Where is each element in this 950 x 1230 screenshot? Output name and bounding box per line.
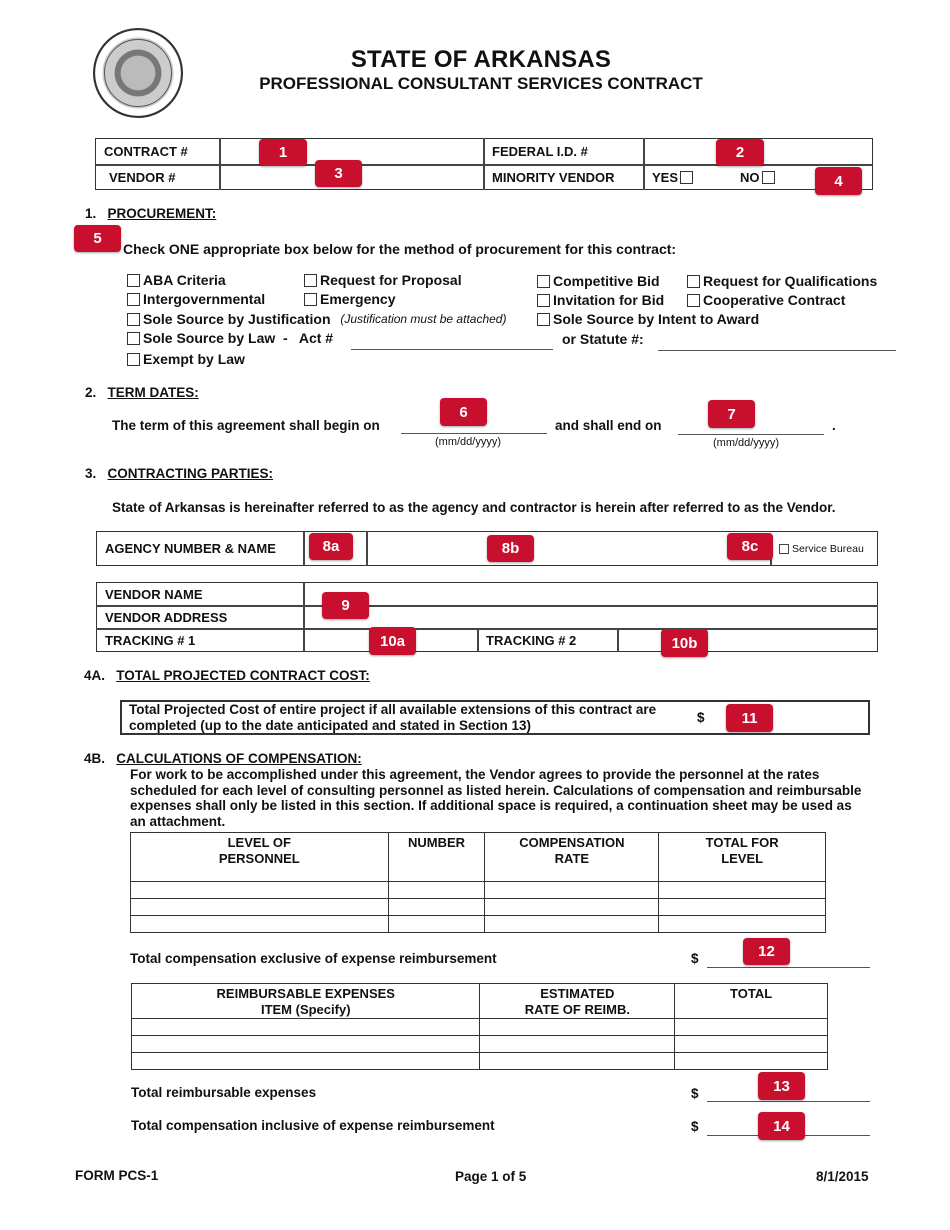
minority-yes-option[interactable] bbox=[644, 165, 693, 189]
currency-symbol: $ bbox=[691, 1086, 699, 1101]
total-reimbursable-label: Total reimbursable expenses bbox=[131, 1085, 317, 1100]
option-sole-source-by-law[interactable] bbox=[127, 330, 333, 346]
table-cell[interactable] bbox=[485, 899, 659, 916]
minority-yes-checkbox[interactable] bbox=[680, 171, 693, 184]
header-total: TOTAL bbox=[675, 984, 828, 1019]
checkbox[interactable] bbox=[127, 332, 140, 345]
table-row bbox=[131, 899, 826, 916]
vendor-name-label: VENDOR NAME bbox=[105, 586, 203, 602]
option-request-for-qualifications[interactable] bbox=[687, 273, 877, 289]
term-dates-heading bbox=[85, 385, 199, 400]
section-number: 3. bbox=[85, 466, 97, 481]
table-cell[interactable] bbox=[659, 916, 826, 933]
paragraph-line: an attachment. bbox=[130, 813, 226, 829]
option-label: Request for Proposal bbox=[320, 272, 462, 288]
option-label: Sole Source by Law - Act # bbox=[143, 330, 334, 346]
table-cell[interactable] bbox=[485, 882, 659, 899]
justification-note: (Justification must be attached) bbox=[340, 312, 507, 326]
table-cell[interactable] bbox=[480, 1019, 675, 1036]
statute-number-field[interactable] bbox=[658, 350, 896, 351]
annotation-badge-8a: 8a bbox=[309, 533, 353, 560]
section-number: 4B. bbox=[84, 751, 106, 766]
annotation-badge-11: 11 bbox=[726, 704, 773, 732]
start-date-field[interactable] bbox=[401, 433, 547, 434]
annotation-badge-1: 1 bbox=[259, 139, 307, 166]
table-cell[interactable] bbox=[132, 1036, 480, 1053]
personnel-table-header bbox=[131, 833, 826, 882]
table-cell[interactable] bbox=[485, 916, 659, 933]
procurement-section-heading bbox=[85, 206, 216, 221]
table-cell[interactable] bbox=[131, 916, 389, 933]
form-date: 8/1/2015 bbox=[816, 1169, 869, 1184]
table-cell[interactable] bbox=[131, 899, 389, 916]
total-inclusive-label: Total compensation inclusive of expense reimbursement bbox=[131, 1118, 495, 1133]
option-label: Cooperative Contract bbox=[703, 292, 846, 308]
vendor-address-label: VENDOR ADDRESS bbox=[105, 609, 228, 625]
minority-no-checkbox[interactable] bbox=[762, 171, 775, 184]
total-cost-heading bbox=[84, 668, 370, 683]
contracting-parties-description: State of Arkansas is hereinafter referred to as the agency and contractor is herein after referred to as the Vendor. bbox=[112, 500, 836, 515]
total-exclusive-field[interactable] bbox=[707, 967, 870, 968]
table-row bbox=[131, 882, 826, 899]
expenses-table bbox=[131, 983, 828, 1070]
section-number: 4A. bbox=[84, 668, 106, 683]
table-row bbox=[132, 1019, 828, 1036]
table-cell[interactable] bbox=[132, 1019, 480, 1036]
agency-name-field[interactable] bbox=[368, 533, 768, 564]
total-exclusive-label: Total compensation exclusive of expense reimbursement bbox=[130, 951, 497, 966]
annotation-badge-6: 6 bbox=[440, 398, 487, 426]
annotation-badge-4: 4 bbox=[815, 167, 862, 195]
contract-number-label: CONTRACT # bbox=[104, 144, 188, 159]
table-row bbox=[131, 916, 826, 933]
header-level-of-personnel: LEVEL OF PERSONNEL bbox=[131, 833, 389, 882]
checkbox[interactable] bbox=[127, 274, 140, 287]
section-title: CALCULATIONS OF COMPENSATION: bbox=[116, 751, 362, 766]
header-number: NUMBER bbox=[388, 833, 485, 882]
option-label: Emergency bbox=[320, 291, 396, 307]
header-total-for-level: TOTAL FOR LEVEL bbox=[659, 833, 826, 882]
page-title: STATE OF ARKANSAS bbox=[350, 46, 612, 73]
annotation-badge-2: 2 bbox=[716, 139, 764, 166]
vendor-name-field[interactable] bbox=[305, 584, 876, 604]
table-cell[interactable] bbox=[388, 916, 485, 933]
checkbox[interactable] bbox=[537, 294, 550, 307]
annotation-badge-14: 14 bbox=[758, 1112, 805, 1140]
statute-label: or Statute #: bbox=[562, 331, 644, 347]
option-label: Exempt by Law bbox=[143, 351, 245, 367]
annotation-badge-7: 7 bbox=[708, 400, 755, 428]
option-label: Sole Source by Justification bbox=[143, 311, 331, 327]
option-emergency[interactable] bbox=[304, 291, 395, 307]
table-cell[interactable] bbox=[480, 1036, 675, 1053]
option-cooperative-contract[interactable] bbox=[687, 292, 845, 308]
table-cell[interactable] bbox=[388, 882, 485, 899]
header-compensation-rate: COMPENSATION RATE bbox=[485, 833, 659, 882]
currency-symbol: $ bbox=[691, 1119, 699, 1134]
annotation-badge-10b: 10b bbox=[661, 629, 708, 657]
personnel-table bbox=[130, 832, 826, 933]
contracting-parties-heading bbox=[85, 466, 273, 481]
end-date-field[interactable] bbox=[678, 434, 824, 435]
table-row bbox=[132, 1036, 828, 1053]
no-label: NO bbox=[740, 169, 760, 185]
page-subtitle: PROFESSIONAL CONSULTANT SERVICES CONTRACT bbox=[259, 74, 703, 93]
annotation-badge-5: 5 bbox=[74, 225, 121, 252]
option-intergovernmental[interactable] bbox=[127, 291, 265, 307]
total-cost-description bbox=[129, 702, 656, 733]
paragraph-line: scheduled for each level of consulting personnel as listed herein. Calculations of compensation and reimbursable bbox=[130, 782, 862, 798]
term-end-text: and shall end on bbox=[555, 418, 662, 433]
table-row bbox=[132, 1053, 828, 1070]
service-bureau-checkbox[interactable] bbox=[779, 544, 789, 554]
service-bureau-label: Service Bureau bbox=[792, 542, 864, 555]
tracking-2-label: TRACKING # 2 bbox=[486, 632, 577, 648]
annotation-badge-9: 9 bbox=[322, 592, 369, 619]
currency-symbol: $ bbox=[691, 951, 699, 966]
option-label: ABA Criteria bbox=[143, 272, 226, 288]
section-title: CONTRACTING PARTIES: bbox=[107, 466, 274, 481]
option-sole-source-justification[interactable] bbox=[127, 311, 506, 327]
table-cell[interactable] bbox=[675, 1053, 828, 1070]
table-cell[interactable] bbox=[131, 882, 389, 899]
paragraph-line: expenses shall only be listed in this section. If additional space is required, a continuation sheet may be used as bbox=[130, 798, 852, 813]
page-number: Page 1 of 5 bbox=[455, 1169, 527, 1184]
minority-no-option[interactable] bbox=[732, 165, 775, 189]
header-reimbursable-item: REIMBURSABLE EXPENSES ITEM (Specify) bbox=[132, 984, 480, 1019]
procurement-instruction: Check ONE appropriate box below for the method of procurement for this contract: bbox=[123, 241, 677, 257]
checkbox[interactable] bbox=[127, 313, 140, 326]
section-title: TOTAL PROJECTED CONTRACT COST: bbox=[116, 668, 370, 683]
table-cell[interactable] bbox=[480, 1053, 675, 1070]
table-cell[interactable] bbox=[659, 882, 826, 899]
compensation-paragraph bbox=[130, 767, 861, 829]
option-label: Intergovernmental bbox=[143, 291, 266, 307]
checkbox[interactable] bbox=[304, 274, 317, 287]
checkbox[interactable] bbox=[537, 275, 550, 288]
option-exempt-by-law[interactable] bbox=[127, 351, 245, 367]
option-label: Invitation for Bid bbox=[553, 292, 665, 308]
service-bureau-option[interactable] bbox=[775, 532, 864, 565]
vendor-number-label: VENDOR # bbox=[109, 169, 176, 185]
checkbox[interactable] bbox=[127, 353, 140, 366]
table-cell[interactable] bbox=[388, 899, 485, 916]
annotation-badge-3: 3 bbox=[315, 160, 362, 187]
total-reimbursable-field[interactable] bbox=[707, 1101, 870, 1102]
paragraph-line: For work to be accomplished under this agreement, the Vendor agrees to provide the personnel at the rates bbox=[130, 767, 820, 782]
option-sole-source-intent-to-award[interactable] bbox=[537, 311, 759, 327]
end-date-format-hint: (mm/dd/yyyy) bbox=[713, 437, 779, 449]
option-label: Request for Qualifications bbox=[703, 273, 878, 289]
checkbox[interactable] bbox=[127, 293, 140, 306]
table-cell[interactable] bbox=[675, 1036, 828, 1053]
section-title: TERM DATES: bbox=[107, 385, 199, 400]
act-number-field[interactable] bbox=[351, 349, 553, 350]
table-cell[interactable] bbox=[132, 1053, 480, 1070]
term-begin-text: The term of this agreement shall begin on bbox=[112, 418, 380, 433]
checkbox[interactable] bbox=[304, 293, 317, 306]
sentence-period: . bbox=[832, 418, 836, 433]
minority-vendor-label: MINORITY VENDOR bbox=[492, 169, 615, 185]
checkbox[interactable] bbox=[537, 313, 550, 326]
total-cost-line-2: completed (up to the date anticipated and stated in Section 13) bbox=[129, 717, 532, 733]
total-cost-line-1: Total Projected Cost of entire project if all available extensions of this contract are bbox=[129, 702, 657, 717]
yes-label: YES bbox=[652, 169, 679, 185]
tracking-2-field[interactable] bbox=[619, 630, 876, 650]
option-aba-criteria[interactable] bbox=[127, 272, 226, 288]
annotation-badge-8c: 8c bbox=[727, 533, 773, 560]
annotation-badge-8b: 8b bbox=[487, 535, 534, 562]
header-estimated-rate: ESTIMATED RATE OF REIMB. bbox=[480, 984, 675, 1019]
checkbox[interactable] bbox=[687, 294, 700, 307]
federal-id-label: FEDERAL I.D. # bbox=[492, 144, 588, 159]
checkbox[interactable] bbox=[687, 275, 700, 288]
section-number: 2. bbox=[85, 385, 97, 400]
agency-label: AGENCY NUMBER & NAME bbox=[105, 541, 276, 556]
option-label: Sole Source by Intent to Award bbox=[553, 311, 760, 327]
annotation-badge-12: 12 bbox=[743, 938, 790, 965]
table-cell[interactable] bbox=[675, 1019, 828, 1036]
start-date-format-hint: (mm/dd/yyyy) bbox=[435, 436, 501, 448]
option-label: Competitive Bid bbox=[553, 273, 660, 289]
section-number: 1. bbox=[85, 206, 97, 221]
option-request-for-proposal[interactable] bbox=[304, 272, 462, 288]
section-title: PROCUREMENT: bbox=[107, 206, 217, 221]
vendor-address-field[interactable] bbox=[305, 607, 876, 627]
expenses-table-header bbox=[132, 984, 828, 1019]
currency-symbol: $ bbox=[697, 710, 705, 725]
table-cell[interactable] bbox=[659, 899, 826, 916]
annotation-badge-10a: 10a bbox=[369, 627, 416, 655]
compensation-heading bbox=[84, 751, 362, 766]
form-id: FORM PCS-1 bbox=[75, 1168, 159, 1183]
option-competitive-bid[interactable] bbox=[537, 273, 660, 289]
option-invitation-for-bid[interactable] bbox=[537, 292, 664, 308]
annotation-badge-13: 13 bbox=[758, 1072, 805, 1100]
tracking-1-label: TRACKING # 1 bbox=[105, 632, 196, 648]
